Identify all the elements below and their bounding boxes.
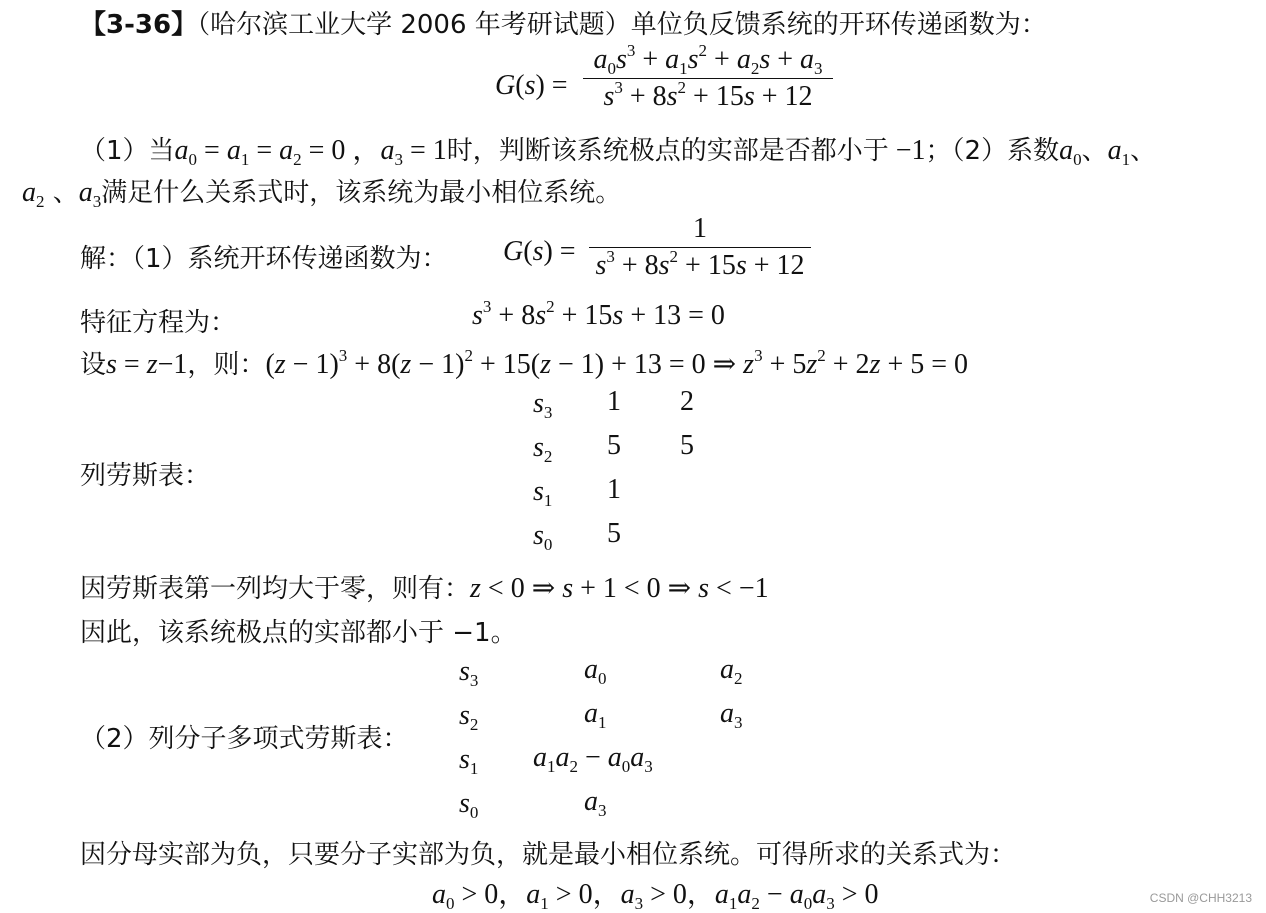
routh2-cell: $a_0$	[584, 654, 607, 688]
gs-lhs: G(s) =	[495, 70, 568, 101]
sub-label-a: 设	[80, 350, 107, 380]
final-text: 因分母实部为负，只要分子实部为负，就是最小相位系统。可得所求的关系式为：	[80, 840, 1017, 870]
final-conditions: $a_0 > 0$，$a_1 > 0$，$a_3 > 0$，$a_1a_2 - a_0a_3 > 0$	[432, 879, 879, 913]
routh1-row-label: $s_3$	[533, 388, 553, 422]
q1-end: ；（2）系数	[925, 136, 1060, 166]
routh1-cell: 5	[607, 518, 621, 549]
conclusion-line-1: 因劳斯表第一列均大于零，则有：z < 0 ⇒ s + 1 < 0 ⇒ s < −1	[80, 573, 769, 604]
substitution-line: 设s = z−1，则：$(z - 1)^3 + 8(z - 1)^2 + 15(z - 1) + 13 = 0$ ⇒ $z^3 + 5z^2 + 2z + 5 = 0$	[80, 346, 969, 380]
solution-2-label: （2）列分子多项式劳斯表：	[80, 724, 409, 754]
routh2-row-label: $s_2$	[459, 700, 479, 734]
routh2-row-label: $s_3$	[459, 656, 479, 690]
q2-text: 满足什么关系式时，该系统为最小相位系统。	[101, 178, 622, 208]
routh2-cell: $a_3$	[584, 786, 607, 820]
gs-fraction: $a_0s^3 + a_1s^2 + a_2s + a_3$ $s^3 + 8s^2 + 15s + 12$	[583, 44, 833, 113]
question-line-1: （1）当$a_0 = a_1 = a_2 = 0$ ，$a_3 = 1$时，判断该系统极点的实部是否都小于 −1；（2）系数$a_0$、$a_1$、	[80, 135, 1157, 169]
gs2-fraction: 1 $s^3 + 8s^2 + 15s + 12$	[589, 213, 811, 282]
routh2-row-label: $s_1$	[459, 744, 479, 778]
routh2-cell: $a_2$	[720, 654, 743, 688]
question-line-2: $a_2$ 、$a_3$满足什么关系式时，该系统为最小相位系统。	[22, 177, 622, 211]
routh2-cell: $a_1$	[584, 698, 607, 732]
conclusion-a: 因劳斯表第一列均大于零，则有：	[80, 574, 471, 604]
q1-mid: 时，判断该系统极点的实部是否都小于	[446, 136, 889, 166]
routh2-cell: $a_1a_2 - a_0a_3$	[533, 742, 653, 776]
routh1-row-label: $s_2$	[533, 432, 553, 466]
routh1-cell: 2	[680, 386, 694, 417]
conclusion-line-2: 因此，该系统极点的实部都小于 −1。	[80, 618, 517, 648]
routh1-row-label: $s_1$	[533, 476, 553, 510]
routh1-cell: 5	[680, 430, 694, 461]
routh1-cell: 5	[607, 430, 621, 461]
routh1-cell: 1	[607, 386, 621, 417]
routh2-row-label: $s_0$	[459, 788, 479, 822]
problem-heading	[80, 4, 1047, 41]
solution-1-label: 解：（1）系统开环传递函数为：	[80, 244, 448, 274]
routh1-cell: 1	[607, 474, 621, 505]
char-eq-label: 特征方程为：	[80, 308, 237, 338]
problem-source: （哈尔滨工业大学 2006 年考研试题）单位负反馈系统的开环传递函数为：	[197, 10, 1047, 40]
q1-prefix: （1）当	[80, 136, 175, 166]
routh1-row-label: $s_0$	[533, 520, 553, 554]
gs2-lhs: G(s) =	[503, 236, 576, 267]
problem-tag: 【3-36】	[80, 10, 198, 40]
routh-label: 列劳斯表：	[80, 461, 211, 491]
routh2-cell: $a_3$	[720, 698, 743, 732]
char-eq: $s^3 + 8s^2 + 15s + 13 = 0$	[472, 297, 725, 331]
watermark: CSDN @CHH3213	[1149, 891, 1252, 905]
sub-label-b: ，则：	[187, 350, 266, 380]
